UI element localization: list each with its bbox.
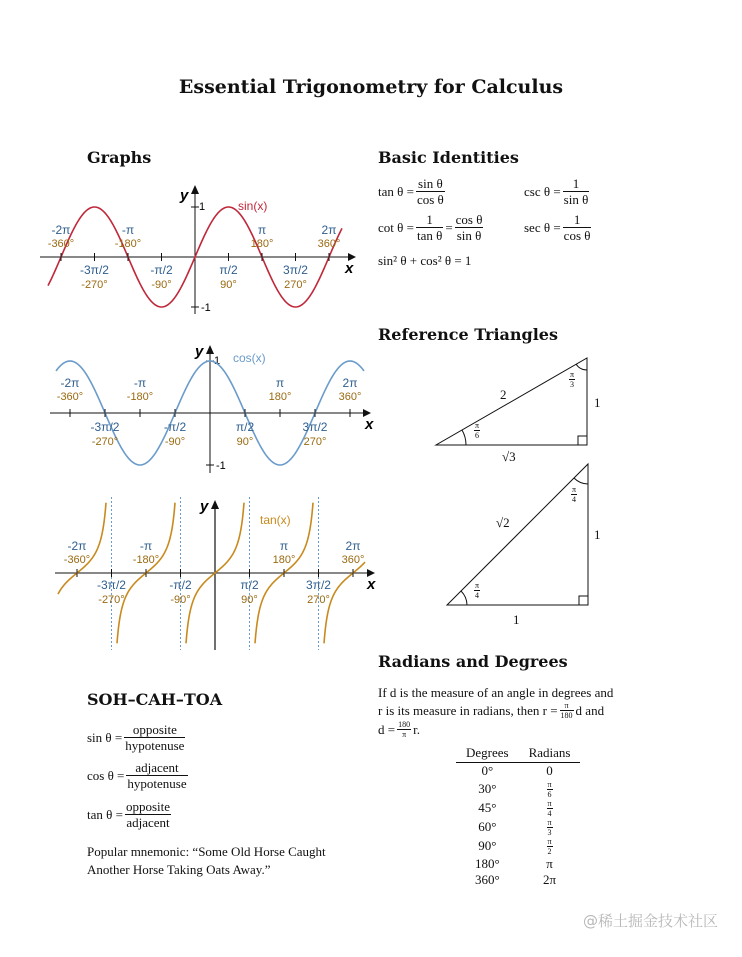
identity-cot: cot θ = $\frac{1}{\text{tan θ}}$ = $\frac{\text{cos θ}}{\text{sin θ}}$ xyxy=(378,212,483,243)
tan-x-label: x xyxy=(367,576,376,593)
table-row xyxy=(456,872,580,889)
cos-function-label: cos(x) xyxy=(233,351,266,365)
tick-label-deg: 90° xyxy=(220,279,237,291)
cos-graph xyxy=(30,340,380,480)
triangle-45-45-90 xyxy=(440,458,610,613)
degree-cell: 180° xyxy=(474,855,500,871)
tick-label-deg: 360° xyxy=(317,238,341,250)
tick-label-rad: 2π xyxy=(342,376,358,390)
tick-label-rad: π xyxy=(279,539,289,553)
t1-angle-pi6: $\frac{\pi}{6}$ xyxy=(475,421,480,440)
tick-label-rad: π/2 xyxy=(240,578,259,592)
soh-cos-formula: cos θ = $\frac{\text{adjacent}}{\text{hypotenuse}}$ xyxy=(87,760,187,791)
sin-neg-one: -1 xyxy=(201,302,211,314)
tan-function-label: tan(x) xyxy=(260,513,291,527)
col-radians: Radians xyxy=(519,744,581,763)
tick-label-deg: -360° xyxy=(63,554,91,566)
tick-label-deg: 360° xyxy=(338,391,362,403)
identity-sec: sec θ = $\frac{1}{\text{cos θ}}$ xyxy=(524,212,591,243)
tick-label-rad: -π xyxy=(139,539,153,553)
degree-cell: 30° xyxy=(478,780,497,796)
tick-label-rad: -2π xyxy=(60,376,80,390)
identity-csc: csc θ = $\frac{1}{\text{sin θ}}$ xyxy=(524,176,589,207)
radians-heading: Radians and Degrees xyxy=(378,652,568,671)
tick-label-deg: -180° xyxy=(132,554,160,566)
t1-adjacent: √3 xyxy=(502,449,516,464)
table-row xyxy=(456,763,580,780)
t2-adjacent: 1 xyxy=(513,612,520,627)
degree-cell: 90° xyxy=(478,837,497,853)
table-row xyxy=(456,856,580,873)
tick-label-rad: -π/2 xyxy=(163,420,187,434)
tick-label-rad: 3π/2 xyxy=(302,420,328,434)
cos-x-label: x xyxy=(365,416,374,433)
tick-label-rad: -3π/2 xyxy=(80,263,109,277)
identity-pythagorean: sin² θ + cos² θ = 1 xyxy=(378,253,472,268)
tick-label-deg: -90° xyxy=(164,436,186,448)
watermark: @稀土掘金技术社区 xyxy=(582,912,718,930)
tick-label-rad: -2π xyxy=(67,539,87,553)
tick-label-deg: 180° xyxy=(268,391,292,403)
tick-label-rad: 3π/2 xyxy=(283,263,308,277)
tick-label-rad: -π xyxy=(121,223,135,237)
tick-label-deg: 270° xyxy=(303,436,327,448)
tan-y-label: y xyxy=(200,498,209,515)
tick-label-rad: π xyxy=(275,376,285,390)
identity-tan: tan θ = $\frac{\text{sin θ}}{\text{cos θ}}$ xyxy=(378,176,444,207)
triangles-heading: Reference Triangles xyxy=(378,325,558,344)
degree-cell: 360° xyxy=(474,872,500,887)
tick-label-deg: 90° xyxy=(236,436,254,448)
tick-label-deg: -270° xyxy=(98,594,125,606)
t1-opposite: 1 xyxy=(594,395,601,410)
tick-label-rad: -3π/2 xyxy=(97,578,126,592)
triangle-30-60-90 xyxy=(430,350,610,475)
tick-label-rad: π xyxy=(257,223,267,237)
radian-cell: 0 xyxy=(546,763,553,778)
cos-one: 1 xyxy=(214,355,221,367)
tick-label-rad: π/2 xyxy=(219,263,238,277)
tick-label-deg: 270° xyxy=(307,594,330,606)
sin-one: 1 xyxy=(199,201,206,213)
page-title: Essential Trigonometry for Calculus xyxy=(178,76,564,98)
sin-y-arrow xyxy=(191,185,199,194)
radian-cell: π xyxy=(546,855,553,871)
cos-neg-one: -1 xyxy=(216,460,226,472)
t2-hypotenuse: √2 xyxy=(496,515,510,530)
degrees-radians-table xyxy=(456,744,580,889)
t1-angle-pi3: $\frac{\pi}{3}$ xyxy=(570,370,575,389)
sin-function-label: sin(x) xyxy=(238,199,268,213)
graphs-heading: Graphs xyxy=(87,148,152,167)
radian-cell: $\frac{\pi}{6}$ xyxy=(547,779,552,799)
col-degrees: Degrees xyxy=(456,744,519,763)
tick-label-rad: -π xyxy=(133,376,147,390)
t2-angle-pi4-b: $\frac{\pi}{4}$ xyxy=(572,485,577,504)
table-row xyxy=(456,780,580,799)
tick-label-deg: -360° xyxy=(56,391,84,403)
tick-label-deg: 90° xyxy=(241,594,258,606)
degree-cell: 60° xyxy=(478,818,497,834)
tick-label-deg: -180° xyxy=(114,238,142,250)
radian-cell: $\frac{\pi}{3}$ xyxy=(547,817,552,837)
tick-label-deg: -360° xyxy=(47,238,75,250)
sin-x-label: x xyxy=(345,260,354,277)
identities-heading: Basic Identities xyxy=(378,148,519,167)
t2-angle-pi4-a: $\frac{\pi}{4}$ xyxy=(475,581,480,600)
table-row xyxy=(456,837,580,856)
tan-y-arrow xyxy=(211,500,219,509)
radian-cell: 2π xyxy=(543,872,557,887)
tick-label-deg: 360° xyxy=(341,554,365,566)
degree-cell: 45° xyxy=(478,799,497,815)
t1-hypotenuse: 2 xyxy=(500,387,507,402)
tick-label-deg: 270° xyxy=(284,279,307,291)
sin-graph xyxy=(30,180,365,320)
tan-branch xyxy=(324,562,365,643)
tick-label-rad: -2π xyxy=(51,223,71,237)
tick-label-deg: 180° xyxy=(272,554,296,566)
radian-cell: $\frac{\pi}{4}$ xyxy=(547,798,552,818)
cos-y-arrow xyxy=(206,345,214,354)
table-row xyxy=(456,799,580,818)
tan-graph xyxy=(30,492,380,652)
tick-label-deg: -180° xyxy=(126,391,154,403)
tick-label-rad: 2π xyxy=(345,539,361,553)
table-row xyxy=(456,818,580,837)
tick-label-deg: -270° xyxy=(81,279,108,291)
tick-label-rad: -3π/2 xyxy=(90,420,120,434)
tick-label-deg: -270° xyxy=(91,436,119,448)
soh-heading: SOH–CAH–TOA xyxy=(87,690,223,709)
tick-label-rad: -π/2 xyxy=(169,578,192,592)
mnemonic-text: Popular mnemonic: “Some Old Horse Caught Another Horse Taking Oats Away.” xyxy=(87,844,326,877)
soh-tan-formula: tan θ = $\frac{\text{opposite}}{\text{adjacent}}$ xyxy=(87,799,171,830)
soh-sin-formula: sin θ = $\frac{\text{opposite}}{\text{hypotenuse}}$ xyxy=(87,722,185,753)
tick-label-rad: 2π xyxy=(321,223,337,237)
tick-label-rad: -π/2 xyxy=(150,263,173,277)
tick-label-deg: 180° xyxy=(250,238,274,250)
tick-label-deg: -90° xyxy=(151,279,172,291)
tick-label-rad: π/2 xyxy=(235,420,255,434)
tick-label-rad: 3π/2 xyxy=(306,578,331,592)
t2-opposite: 1 xyxy=(594,527,601,542)
radian-cell: $\frac{\pi}{2}$ xyxy=(547,836,552,856)
sin-y-label: y xyxy=(180,187,189,204)
cos-y-label: y xyxy=(195,343,204,360)
radians-paragraph: If d is the measure of an angle in degrees and r is its measure in radians, then r = $\frac{\pi}{180}$ d and d = $\frac{180}{\pi}$ r. xyxy=(378,685,614,739)
tick-label-deg: -90° xyxy=(170,594,191,606)
degree-cell: 0° xyxy=(481,763,494,778)
